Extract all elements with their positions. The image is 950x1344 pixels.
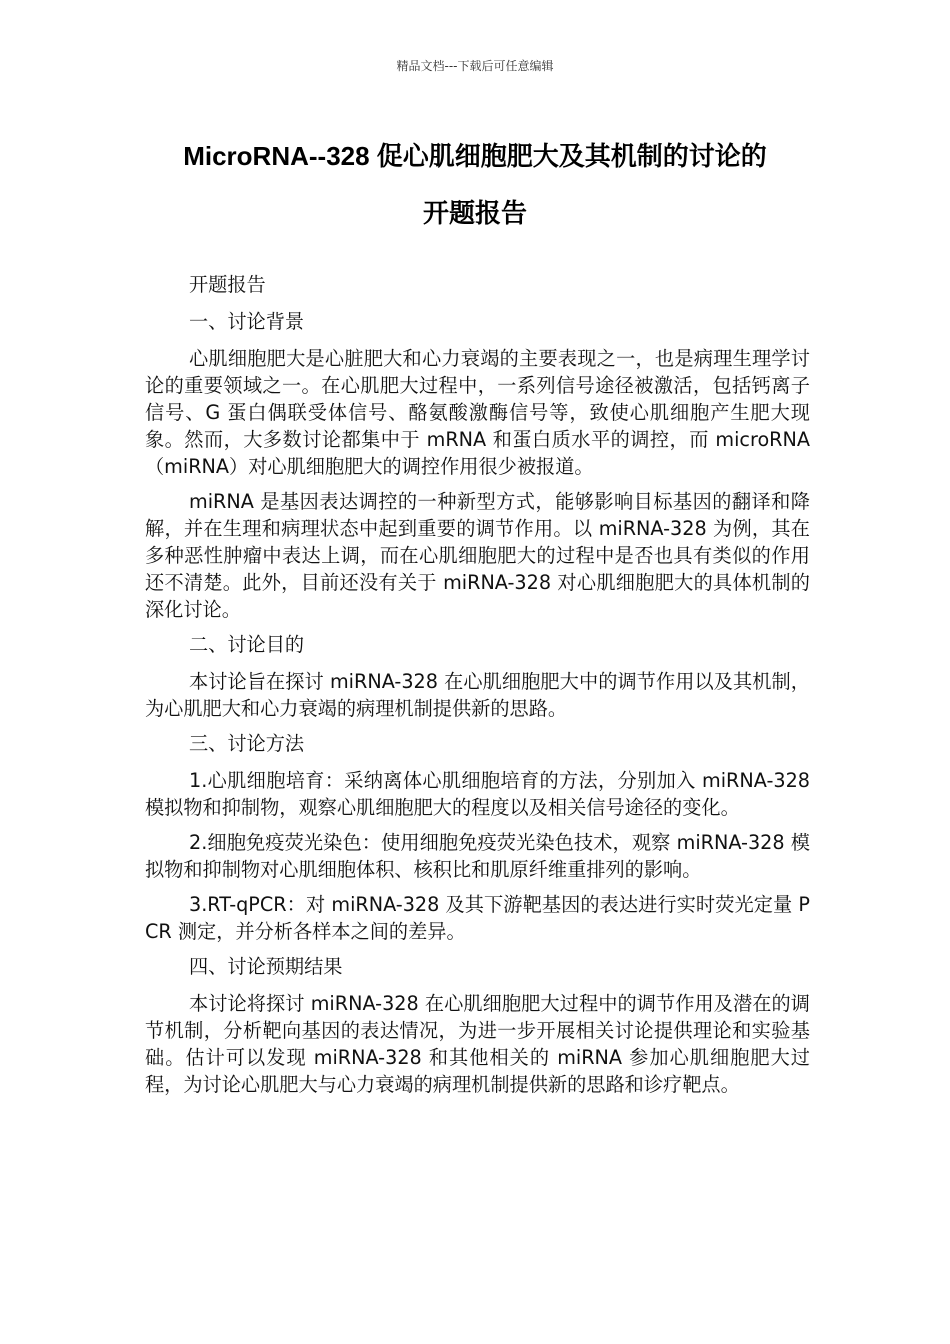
methods-paragraph-2: 2.细胞免疫荧光染色：使用细胞免疫荧光染色技术，观察 miRNA-328 模拟物和抑制物对心肌细胞体积、核积比和肌原纤维重排列的影响。 [145, 831, 810, 881]
intro-label: 开题报告 [189, 273, 266, 296]
background-paragraph-2: miRNA 是基因表达调控的一种新型方式，能够影响目标基因的翻译和降解，并在生理和病理状态中起到重要的调节作用。以 miRNA-328 为例，其在多种恶性肿瘤中表达上调，而在心肌细胞肥大的过程中是否也具有类似的作用还不清楚。此外，目前还没有关于 miRNA-328 对心肌细胞肥大的具体机制的深化讨论。 [145, 490, 810, 621]
methods-paragraph-1: 1.心肌细胞培育：采纳离体心肌细胞培育的方法，分别加入 miRNA-328 模拟物和抑制物，观察心肌细胞肥大的程度以及相关信号途径的变化。 [145, 769, 810, 819]
results-paragraph: 本讨论将探讨 miRNA-328 在心肌细胞肥大过程中的调节作用及潜在的调节机制，分析靶向基因的表达情况，为进一步开展相关讨论提供理论和实验基础。估计可以发现 miRNA-328 和其他相关的 miRNA 参加心肌细胞肥大过程，为讨论心肌肥大与心力衰竭的病理机制提供新的思路和诊疗靶点。 [145, 992, 810, 1096]
background-paragraph-1: 心肌细胞肥大是心脏肥大和心力衰竭的主要表现之一，也是病理生理学讨论的重要领域之一。在心肌肥大过程中，一系列信号途径被激活，包括钙离子信号、G 蛋白偶联受体信号、酪氨酸激酶信号等，致使心肌细胞产生肥大现象。然而，大多数讨论都集中于 mRNA 和蛋白质水平的调控，而 microRNA（miRNA）对心肌细胞肥大的调控作用很少被报道。 [145, 347, 810, 478]
section-heading-background: 一、讨论背景 [189, 310, 305, 333]
page-header: 精品文档---下载后可任意编辑 [396, 59, 554, 73]
purpose-paragraph: 本讨论旨在探讨 miRNA-328 在心肌细胞肥大中的调节作用以及其机制，为心肌肥大和心力衰竭的病理机制提供新的思路。 [145, 670, 810, 720]
section-heading-purpose: 二、讨论目的 [189, 633, 305, 656]
document-body [145, 271, 810, 1106]
section-heading-results: 四、讨论预期结果 [189, 955, 343, 978]
section-heading-methods: 三、讨论方法 [189, 732, 305, 755]
document-title-line-1: MicroRNA--328 促心肌细胞肥大及其机制的讨论的 [183, 141, 767, 171]
methods-paragraph-3: 3.RT-qPCR：对 miRNA-328 及其下游靶基因的表达进行实时荧光定量 PCR 测定，并分析各样本之间的差异。 [145, 893, 810, 943]
document-title-line-2: 开题报告 [422, 198, 527, 228]
